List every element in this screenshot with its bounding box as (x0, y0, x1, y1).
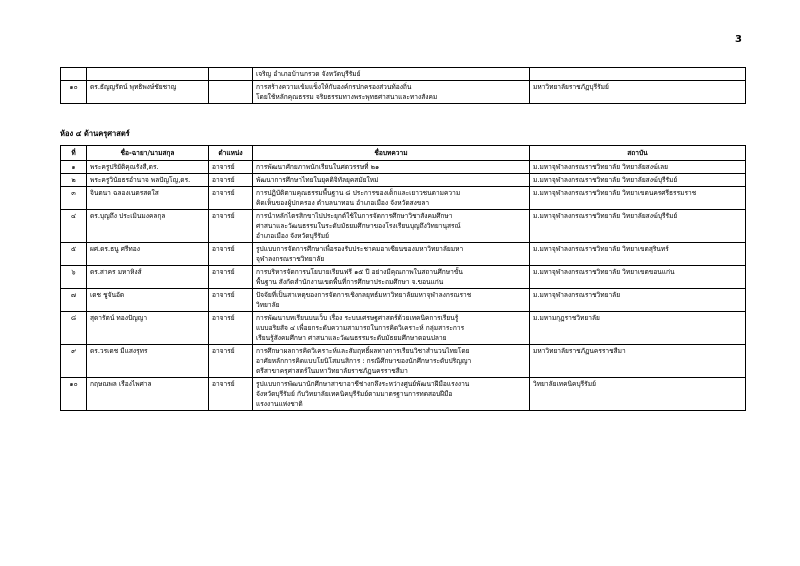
title-line: การพัฒนาศักยภาพนักเรียนในศตวรรษที่ ๒๑ (256, 163, 380, 171)
row-institution: ม.มหาจุฬาลงกรณราชวิทยาลัย วิทยาเขตสุรินทร์ (530, 243, 746, 266)
title-line: เรียนรู้สังคมศึกษา ศาสนาและวัฒนธรรมระดับมัธยมศึกษาตอนปลาย (256, 334, 447, 342)
row-institution: ม.มหาจุฬาลงกรณราชวิทยาลัย วิทยาลัยสงฆ์บุรีรัมย์ (530, 210, 746, 243)
row-number: ๙ (61, 345, 87, 378)
row-position: อาจารย์ (209, 210, 253, 243)
row-name: ดร.บุญถึง ประเมินมงคลกุล (87, 210, 209, 243)
row-number: ๑๐ (61, 81, 87, 104)
title-line: เจริญ อำเภอบ้านกรวด จังหวัดบุรีรัมย์ (256, 70, 361, 78)
row-institution: มหาวิทยาลัยราชภัฏนครราชสีมา (530, 345, 746, 378)
title-line: การนำหลักไตรสิกขาไปประยุกต์ใช้ในการจัดการศึกษาวิชาสังคมศึกษา (256, 212, 453, 220)
row-name: ผศ.ดร.ธนู ศรีทอง (87, 243, 209, 266)
row-number: ๑ (61, 161, 87, 174)
row-name: พระครูปริยัติคุณรังสี,ดร. (87, 161, 209, 174)
title-line: การพัฒนาบทเรียนบนเว็บ เรื่อง ระบบเศรษฐศาสตร์ด้วยเทคนิคการเรียนรู้ (256, 314, 459, 322)
row-number: ๑๐ (61, 378, 87, 411)
row-number: ๘ (61, 312, 87, 345)
row-number: ๔ (61, 210, 87, 243)
title-line: ศาสนาและวัฒนธรรมในระดับมัธยมศึกษาของโรงเรียนบุญถึงวิทยานุสรณ์ (256, 222, 461, 230)
table-row (61, 174, 746, 187)
row-institution: ม.มหาจุฬาลงกรณราชวิทยาลัย (530, 289, 746, 312)
row-name (87, 68, 209, 81)
row-name: ดร.วรเดช มีแสงรุทร (87, 345, 209, 378)
continuation-table (60, 67, 746, 104)
row-institution: ม.มหามกุฏราชวิทยาลัย (530, 312, 746, 345)
page-number: 3 (735, 34, 742, 45)
title-line: การสร้างความเข้มแข็งให้กับองค์กรปกครองส่วนท้องถิ่น (256, 83, 412, 91)
row-title (253, 289, 530, 312)
row-title (253, 266, 530, 289)
table-row (61, 81, 746, 104)
row-position: อาจารย์ (209, 312, 253, 345)
row-name: พระครูวินัยธรอำนาจ พลปัญโญ,ดร. (87, 174, 209, 187)
title-line: คิดเห็นของผู้ปกครอง ตำบลนาทอน อำเภอเมือง จังหวัดสงขลา (256, 199, 430, 207)
row-name: ดร.ธัญญรัตน์ พุทธิพงษ์ชัยชาญ (87, 81, 209, 104)
row-title (253, 345, 530, 378)
row-title (253, 243, 530, 266)
title-line: วิทยาลัย (256, 301, 280, 309)
table-header-row (61, 146, 746, 161)
row-institution: มหาวิทยาลัยราชภัฏบุรีรัมย์ (530, 81, 746, 104)
table-row (61, 266, 746, 289)
row-title (253, 187, 530, 210)
title-line: พื้นฐาน สังกัดสำนักงานเขตพื้นที่การศึกษาประถมศึกษา จ.ขอนแก่น (256, 278, 444, 286)
row-name: ดร.สาคร มหาหิงส์ (87, 266, 209, 289)
title-line: แบบอริยสัจ ๔ เพื่อยกระดับความสามารถในการคิดวิเคราะห์ กลุ่มสาระการ (256, 324, 465, 332)
row-title (253, 161, 530, 174)
row-number: ๗ (61, 289, 87, 312)
row-position: อาจารย์ (209, 345, 253, 378)
row-institution: ม.มหาจุฬาลงกรณราชวิทยาลัย วิทยาเขตนครศรีธรรมราช (530, 187, 746, 210)
row-position (209, 68, 253, 81)
row-number: ๕ (61, 243, 87, 266)
row-name: จินตนา ฉลองเนตรสดใส (87, 187, 209, 210)
title-line: อำเภอเมือง จังหวัดบุรีรัมย์ (256, 232, 329, 240)
row-institution: ม.มหาจุฬาลงกรณราชวิทยาลัย วิทยาลัยสงฆ์เลย (530, 161, 746, 174)
title-line: รูปแบบการพัฒนานักศึกษาสาขาอาชีช่างกลึงระหว่างศูนย์พัฒนาฝีมือแรงงาน (256, 380, 470, 388)
row-name: สุดารัตน์ ทองปัญญา (87, 312, 209, 345)
row-title (253, 378, 530, 411)
row-position: อาจารย์ (209, 289, 253, 312)
title-line: รูปแบบการจัดการศึกษาเพื่อรองรับประชาคมอาเซียนของมหาวิทยาลัยมหา (256, 245, 464, 253)
title-line: ตรีสาขาครุศาสตร์ในมหาวิทยาลัยราชภัฏนครราชสีมา (256, 367, 408, 375)
title-line: การศึกษาผลการคิดวิเคราะห์และสัมฤทธิ์ผลทางการเรียนวิชาสำนวนไทยโดย (256, 347, 470, 355)
row-number: ๖ (61, 266, 87, 289)
title-line: อาศัยหลักการคิดแบบโยนิโสมนสิการ : กรณีศึกษาของนักศึกษาระดับปริญญา (256, 357, 472, 365)
row-position: อาจารย์ (209, 161, 253, 174)
header-title: ชื่อบทความ (253, 146, 530, 161)
row-name: เดช ชูจันอัด (87, 289, 209, 312)
table-row (61, 378, 746, 411)
table-row (61, 68, 746, 81)
row-title (253, 174, 530, 187)
title-line: โดยใช้หลักคุณธรรม จริยธรรมทางพระพุทธศาสนาและทางสังคม (256, 93, 438, 101)
table-row (61, 289, 746, 312)
row-title (253, 68, 530, 81)
row-institution: ม.มหาจุฬาลงกรณราชวิทยาลัย วิทยาเขตขอนแก่น (530, 266, 746, 289)
header-no: ที่ (61, 146, 87, 161)
table-row (61, 187, 746, 210)
row-title (253, 312, 530, 345)
row-position: อาจารย์ (209, 187, 253, 210)
title-line: แรงงานแห่งชาติ (256, 400, 303, 408)
title-line: การบริหารจัดการนโยบายเรียนฟรี ๑๕ ปี อย่างมีคุณภาพในสถานศึกษาขั้น (256, 268, 463, 276)
header-name: ชื่อ-ฉายา/นามสกุล (87, 146, 209, 161)
title-line: การปฏิบัติตามคุณธรรมพื้นฐาน ๘ ประการของเด็กและเยาวชนตามความ (256, 189, 461, 197)
row-position (209, 81, 253, 104)
title-line: พัฒนาการศึกษาไทยในยุคดิจิทัลยุคสมัยใหม่ (256, 176, 379, 184)
row-title (253, 81, 530, 104)
row-number: ๒ (61, 174, 87, 187)
row-position: อาจารย์ (209, 378, 253, 411)
section-heading: ห้อง ๔ ด้านครุศาสตร์ (60, 129, 130, 138)
table-row (61, 312, 746, 345)
row-position: อาจารย์ (209, 243, 253, 266)
row-position: อาจารย์ (209, 174, 253, 187)
speakers-table (60, 145, 746, 411)
table-row (61, 243, 746, 266)
row-institution: ม.มหาจุฬาลงกรณราชวิทยาลัย วิทยาลัยสงฆ์บุรีรัมย์ (530, 174, 746, 187)
row-position: อาจารย์ (209, 266, 253, 289)
row-title (253, 210, 530, 243)
row-institution (530, 68, 746, 81)
table-row (61, 210, 746, 243)
header-position: ตำแหน่ง (209, 146, 253, 161)
header-institution: สถาบัน (530, 146, 746, 161)
row-number (61, 68, 87, 81)
table-row (61, 161, 746, 174)
title-line: จังหวัดบุรีรัมย์ กับวิทยาลัยเทคนิคบุรีรัมย์ตามมาตรฐานการทดสอบฝีมือ (256, 390, 453, 398)
row-institution: วิทยาลัยเทคนิคบุรีรัมย์ (530, 378, 746, 411)
title-line: จุฬาลงกรณราชวิทยาลัย (256, 255, 325, 263)
title-line: ปัจจัยที่เป็นสาเหตุของการจัดการเชิงกลยุทธ์มหาวิทยาลัยมหาจุฬาลงกรณราช (256, 291, 472, 299)
row-number: ๓ (61, 187, 87, 210)
table-row (61, 345, 746, 378)
row-name: กฤษณพล เรืองไพศาล (87, 378, 209, 411)
